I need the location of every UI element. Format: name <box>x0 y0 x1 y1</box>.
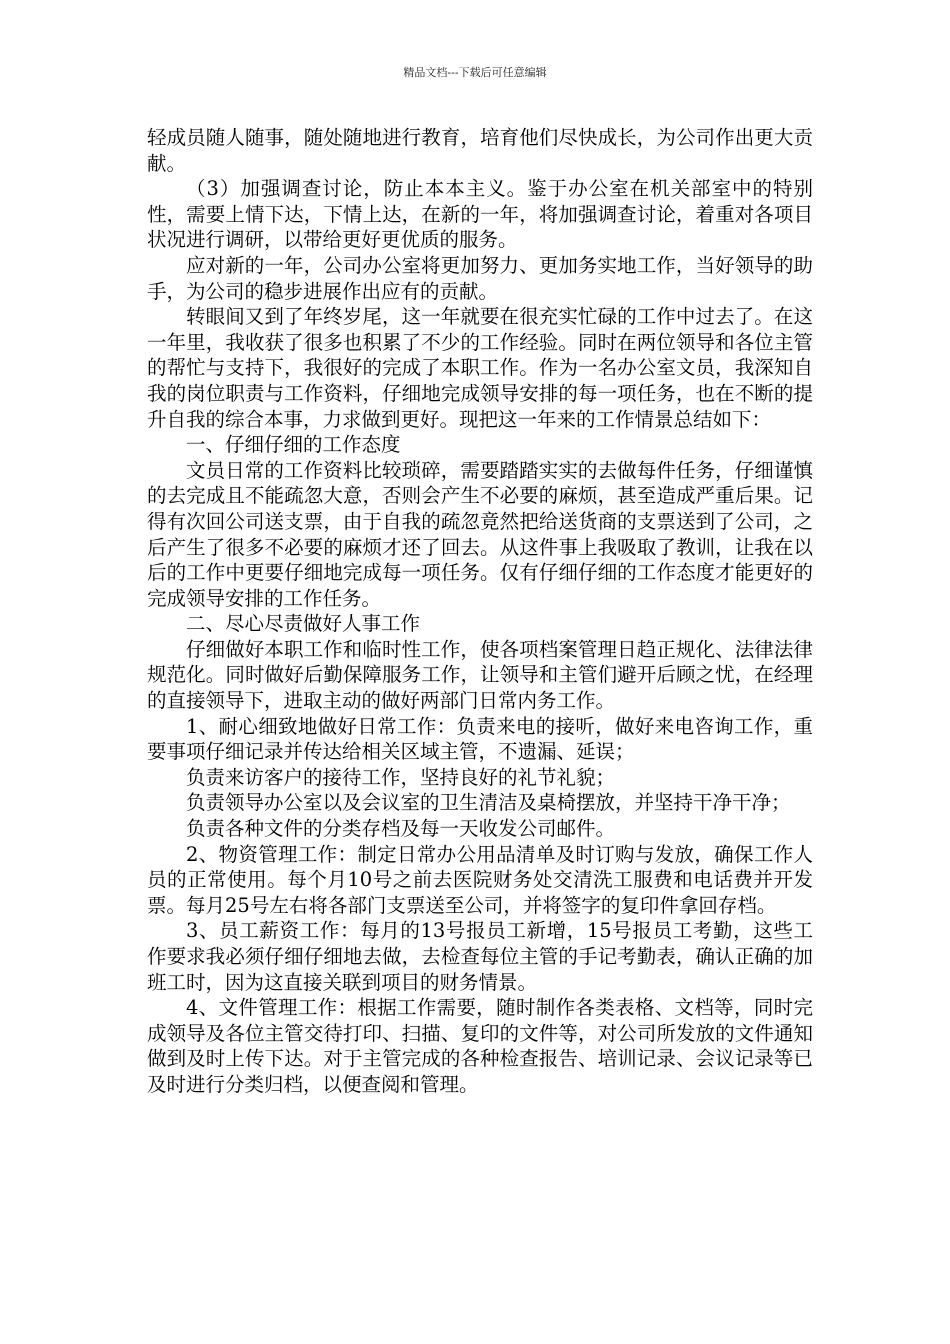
document-body <box>147 125 813 1098</box>
paragraph-documents: 4、文件管理工作：根据工作需要，随时制作各类表格、文档等，同时完成领导及各位主管交待打印、扫描、复印的文件等，对公司所发放的文件通知做到及时上传下达。对于主管完成的各种检查报告、培训记录、会议记录等已及时进行分类归档，以便查阅和管理。 <box>147 996 813 1096</box>
page-header: 精品文档---下载后可任意编辑 <box>403 66 547 79</box>
paragraph-payroll: 3、员工薪资工作：每月的13号报员工新增，15号报员工考勤，这些工作要求我必须仔细仔细地去做，去检查每位主管的手记考勤表，确认正确的加班工时，因为这直接关联到项目的财务情景。 <box>147 919 813 994</box>
paragraph-daily-work: 1、耐心细致地做好日常工作：负责来电的接听，做好来电咨询工作，重要事项仔细记录并传达给相关区域主管，不遗漏、延误； <box>147 714 813 764</box>
paragraph-research: （3）加强调查讨论，防止本本主义。鉴于办公室在机关部室中的特别性，需要上情下达，下情上达，在新的一年，将加强调查讨论，着重对各项目状况进行调研，以带给更好更优质的服务。 <box>147 177 813 252</box>
paragraph-summary-intro: 转眼间又到了年终岁尾，这一年就要在很充实忙碌的工作中过去了。在这一年里，我收获了很多也积累了不少的工作经验。同时在两位领导和各位主管的帮忙与支持下，我很好的完成了本职工作。作为一名办公室文员，我深知自我的岗位职责与工作资料，仔细地完成领导安排的每一项任务，也在不断的提升自我的综合本事，力求做到更好。现把这一年来的工作情景总结如下： <box>147 305 813 431</box>
paragraph-reception: 负责来访客户的接待工作，坚持良好的礼节礼貌； <box>186 765 616 789</box>
paragraph-supplies: 2、物资管理工作：制定日常办公用品清单及时订购与发放，确保工作人员的正常使用。每个月10号之前去医院财务处交清洗工服费和电话费并开发票。每月25号左右将各部门支票送至公司，并将签字的复印件拿回存档。 <box>147 842 813 917</box>
paragraph-cleaning: 负责领导办公室以及会议室的卫生清洁及桌椅摆放，并坚持干净干净； <box>186 791 791 815</box>
paragraph-attitude: 文员日常的工作资料比较琐碎，需要踏踏实实的去做每件任务，仔细谨慎的去完成且不能疏忽大意，否则会产生不必要的麻烦，甚至造成严重后果。记得有次回公司送支票，由于自我的疏忽竟然把给送货商的支票送到了公司，之后产生了很多不必要的麻烦才还了回去。从这件事上我吸取了教训，让我在以后的工作中更要仔细地完成每一项任务。仅有仔细仔细的工作态度才能更好的完成领导安排的工作任务。 <box>147 458 813 610</box>
paragraph-new-year: 应对新的一年，公司办公室将更加努力、更加务实地工作，当好领导的助手，为公司的稳步进展作出应有的贡献。 <box>147 253 813 303</box>
section-heading-attitude: 一、仔细仔细的工作态度 <box>186 433 401 457</box>
paragraph-filing: 负责各种文件的分类存档及每一天收发公司邮件。 <box>186 817 616 841</box>
section-heading-personnel: 二、尽心尽责做好人事工作 <box>186 612 421 636</box>
paragraph-continuation: 轻成员随人随事，随处随地进行教育，培育他们尽快成长，为公司作出更大贡献。 <box>147 126 813 175</box>
paragraph-personnel: 仔细做好本职工作和临时性工作，使各项档案管理日趋正规化、法律法律规范化。同时做好后勤保障服务工作，让领导和主管们避开后顾之忧，在经理的直接领导下，进取主动的做好两部门日常内务工作。 <box>147 637 813 713</box>
